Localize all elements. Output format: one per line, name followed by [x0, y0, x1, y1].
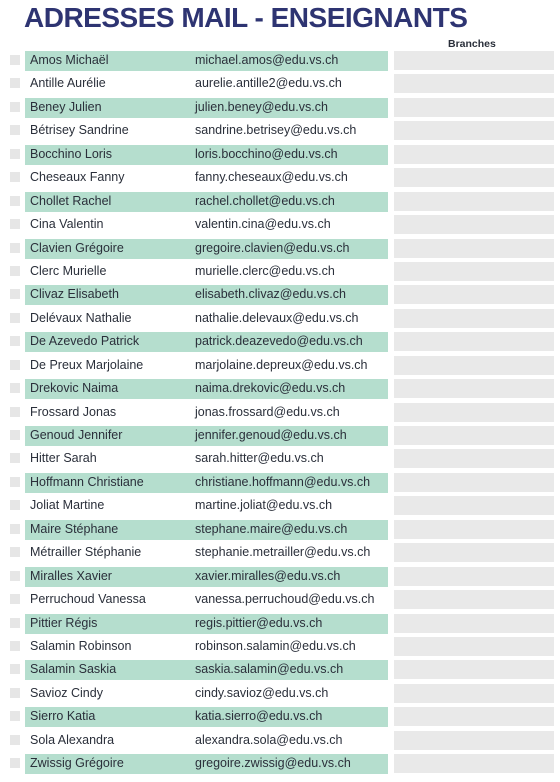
- teacher-email[interactable]: naima.drekovic@edu.vs.ch: [195, 381, 346, 396]
- teacher-name: Salamin Saskia: [30, 662, 117, 677]
- row-checkbox[interactable]: [10, 172, 20, 182]
- teacher-row: [0, 402, 560, 425]
- row-checkbox[interactable]: [10, 500, 20, 510]
- branches-field[interactable]: [394, 285, 554, 304]
- branches-field[interactable]: [394, 567, 554, 586]
- teacher-email[interactable]: cindy.savioz@edu.vs.ch: [195, 685, 329, 700]
- row-checkbox[interactable]: [10, 289, 20, 299]
- branches-field[interactable]: [394, 684, 554, 703]
- teacher-row: [0, 730, 560, 753]
- branches-field[interactable]: [394, 707, 554, 726]
- teacher-email[interactable]: martine.joliat@edu.vs.ch: [195, 498, 333, 513]
- row-checkbox[interactable]: [10, 313, 20, 323]
- teacher-email[interactable]: alexandra.sola@edu.vs.ch: [195, 732, 343, 747]
- teacher-row: [0, 448, 560, 471]
- teacher-row: [0, 355, 560, 378]
- branches-field[interactable]: [394, 403, 554, 422]
- branches-field[interactable]: [394, 590, 554, 609]
- branches-field[interactable]: [394, 426, 554, 445]
- teacher-name: Sierro Katia: [30, 709, 96, 724]
- teacher-email[interactable]: murielle.clerc@edu.vs.ch: [195, 263, 335, 278]
- teacher-row: [0, 378, 560, 401]
- teacher-row: [0, 589, 560, 612]
- branches-field[interactable]: [394, 660, 554, 679]
- teacher-row: [0, 659, 560, 682]
- teacher-name: Delévaux Nathalie: [30, 310, 132, 325]
- row-checkbox[interactable]: [10, 711, 20, 721]
- teacher-row: [0, 191, 560, 214]
- teacher-name: Amos Michaël: [30, 53, 109, 67]
- teacher-email[interactable]: saskia.salamin@edu.vs.ch: [195, 662, 344, 677]
- teacher-name: Métrailler Stéphanie: [30, 545, 142, 560]
- branches-field[interactable]: [394, 192, 554, 211]
- row-checkbox[interactable]: [10, 149, 20, 159]
- teacher-email[interactable]: christiane.hoffmann@edu.vs.ch: [195, 474, 371, 489]
- teacher-email[interactable]: jennifer.genoud@edu.vs.ch: [195, 428, 347, 442]
- teacher-row: [0, 566, 560, 589]
- teacher-email[interactable]: nathalie.delevaux@edu.vs.ch: [195, 310, 359, 325]
- teacher-email[interactable]: fanny.cheseaux@edu.vs.ch: [195, 170, 348, 185]
- teacher-email[interactable]: vanessa.perruchoud@edu.vs.ch: [195, 592, 375, 607]
- teacher-row: [0, 331, 560, 354]
- teacher-name: Clavien Grégoire: [30, 240, 124, 255]
- teacher-name: Salamin Robinson: [30, 638, 132, 653]
- teacher-name: Beney Julien: [30, 99, 102, 114]
- teacher-row: [0, 636, 560, 659]
- teacher-name: Cheseaux Fanny: [30, 170, 125, 185]
- teacher-email[interactable]: rachel.chollet@edu.vs.ch: [195, 193, 335, 208]
- teacher-email[interactable]: loris.bocchino@edu.vs.ch: [195, 146, 338, 161]
- teacher-email[interactable]: katia.sierro@edu.vs.ch: [195, 709, 323, 724]
- teacher-name: Joliat Martine: [30, 498, 105, 513]
- teacher-name: Pittier Régis: [30, 615, 98, 630]
- branches-field[interactable]: [394, 731, 554, 750]
- branches-field[interactable]: [394, 449, 554, 468]
- branches-field[interactable]: [394, 215, 554, 234]
- teacher-row: [0, 50, 560, 73]
- teacher-email[interactable]: sandrine.betrisey@edu.vs.ch: [195, 123, 357, 138]
- teacher-email[interactable]: michael.amos@edu.vs.ch: [195, 53, 339, 67]
- branches-field[interactable]: [394, 51, 554, 70]
- row-checkbox[interactable]: [10, 55, 20, 65]
- teacher-name: Genoud Jennifer: [30, 428, 123, 442]
- branches-field[interactable]: [394, 473, 554, 492]
- teacher-name: De Azevedo Patrick: [30, 334, 140, 349]
- teacher-row: [0, 261, 560, 284]
- teacher-name: Bétrisey Sandrine: [30, 123, 129, 138]
- row-checkbox[interactable]: [10, 78, 20, 88]
- branches-field[interactable]: [394, 74, 554, 93]
- branches-field[interactable]: [394, 98, 554, 117]
- teacher-row: [0, 144, 560, 167]
- row-checkbox[interactable]: [10, 383, 20, 393]
- teacher-name: Clivaz Elisabeth: [30, 287, 119, 302]
- teacher-name: Hoffmann Christiane: [30, 474, 144, 489]
- row-checkbox[interactable]: [10, 219, 20, 229]
- teacher-email[interactable]: aurelie.antille2@edu.vs.ch: [195, 76, 342, 91]
- teacher-name: Bocchino Loris: [30, 146, 112, 161]
- teacher-name: Savioz Cindy: [30, 685, 103, 700]
- teacher-row: [0, 753, 560, 776]
- row-checkbox[interactable]: [10, 758, 20, 768]
- row-checkbox[interactable]: [10, 102, 20, 112]
- row-checkbox[interactable]: [10, 547, 20, 557]
- branches-field[interactable]: [394, 121, 554, 140]
- teacher-row: [0, 519, 560, 542]
- teacher-name: Sola Alexandra: [30, 732, 115, 747]
- row-checkbox[interactable]: [10, 125, 20, 135]
- row-checkbox[interactable]: [10, 266, 20, 276]
- branches-field[interactable]: [394, 262, 554, 281]
- teacher-name: Cina Valentin: [30, 217, 104, 232]
- branches-field[interactable]: [394, 754, 554, 773]
- row-checkbox[interactable]: [10, 688, 20, 698]
- teacher-row: [0, 120, 560, 143]
- row-checkbox[interactable]: [10, 477, 20, 487]
- row-checkbox[interactable]: [10, 664, 20, 674]
- row-checkbox[interactable]: [10, 641, 20, 651]
- teacher-row: [0, 238, 560, 261]
- row-checkbox[interactable]: [10, 430, 20, 440]
- teacher-name: De Preux Marjolaine: [30, 357, 144, 372]
- teacher-row: [0, 167, 560, 190]
- teacher-name: Chollet Rachel: [30, 193, 112, 208]
- teacher-name: Zwissig Grégoire: [30, 756, 124, 771]
- row-checkbox[interactable]: [10, 618, 20, 628]
- branches-field[interactable]: [394, 145, 554, 164]
- branches-field[interactable]: [394, 309, 554, 328]
- teacher-name: Miralles Xavier: [30, 568, 112, 583]
- teacher-row: [0, 73, 560, 96]
- teacher-name: Hitter Sarah: [30, 451, 97, 466]
- teacher-row: [0, 495, 560, 518]
- teacher-row: [0, 472, 560, 495]
- teacher-email[interactable]: robinson.salamin@edu.vs.ch: [195, 638, 356, 653]
- branches-field[interactable]: [394, 520, 554, 539]
- branches-field[interactable]: [394, 239, 554, 258]
- branches-field[interactable]: [394, 168, 554, 187]
- branches-field[interactable]: [394, 356, 554, 375]
- row-checkbox[interactable]: [10, 571, 20, 581]
- teacher-row: [0, 683, 560, 706]
- teacher-email[interactable]: valentin.cina@edu.vs.ch: [195, 217, 331, 232]
- teacher-row: [0, 97, 560, 120]
- teacher-email[interactable]: patrick.deazevedo@edu.vs.ch: [195, 334, 363, 349]
- row-checkbox[interactable]: [10, 735, 20, 745]
- teacher-email[interactable]: jonas.frossard@edu.vs.ch: [195, 404, 340, 419]
- teacher-row: [0, 284, 560, 307]
- branches-field[interactable]: [394, 379, 554, 398]
- branches-field[interactable]: [394, 543, 554, 562]
- teacher-row: [0, 214, 560, 237]
- row-checkbox[interactable]: [10, 243, 20, 253]
- teacher-email[interactable]: stephanie.metrailler@edu.vs.ch: [195, 545, 371, 560]
- teacher-name: Maire Stéphane: [30, 521, 119, 536]
- branches-field[interactable]: [394, 637, 554, 656]
- teacher-email[interactable]: julien.beney@edu.vs.ch: [195, 99, 328, 114]
- teacher-email[interactable]: stephane.maire@edu.vs.ch: [195, 521, 348, 536]
- teacher-email[interactable]: gregoire.clavien@edu.vs.ch: [195, 240, 350, 255]
- branches-column-header: Branches: [448, 38, 496, 50]
- teacher-row: [0, 425, 560, 448]
- teacher-email[interactable]: xavier.miralles@edu.vs.ch: [195, 568, 341, 583]
- teacher-name: Frossard Jonas: [30, 404, 117, 419]
- teacher-name: Clerc Murielle: [30, 263, 107, 278]
- page-title: ADRESSES MAIL - ENSEIGNANTS: [24, 2, 468, 33]
- branches-field[interactable]: [394, 496, 554, 515]
- teacher-row: [0, 613, 560, 636]
- row-checkbox[interactable]: [10, 407, 20, 417]
- teacher-email[interactable]: marjolaine.depreux@edu.vs.ch: [195, 357, 368, 372]
- row-checkbox[interactable]: [10, 594, 20, 604]
- teacher-name: Perruchoud Vanessa: [30, 592, 146, 607]
- teacher-row: [0, 542, 560, 565]
- branches-field[interactable]: [394, 614, 554, 633]
- branches-field[interactable]: [394, 332, 554, 351]
- row-checkbox[interactable]: [10, 524, 20, 534]
- teacher-name: Antille Aurélie: [30, 76, 106, 91]
- teacher-email[interactable]: sarah.hitter@edu.vs.ch: [195, 451, 324, 466]
- row-checkbox[interactable]: [10, 360, 20, 370]
- teacher-email[interactable]: gregoire.zwissig@edu.vs.ch: [195, 756, 351, 771]
- teacher-email[interactable]: regis.pittier@edu.vs.ch: [195, 615, 323, 630]
- row-checkbox[interactable]: [10, 453, 20, 463]
- teacher-name: Drekovic Naima: [30, 381, 119, 396]
- row-checkbox[interactable]: [10, 336, 20, 346]
- teacher-row: [0, 706, 560, 729]
- teacher-row: [0, 308, 560, 331]
- teacher-list: [0, 50, 560, 777]
- row-checkbox[interactable]: [10, 196, 20, 206]
- teacher-email[interactable]: elisabeth.clivaz@edu.vs.ch: [195, 287, 346, 302]
